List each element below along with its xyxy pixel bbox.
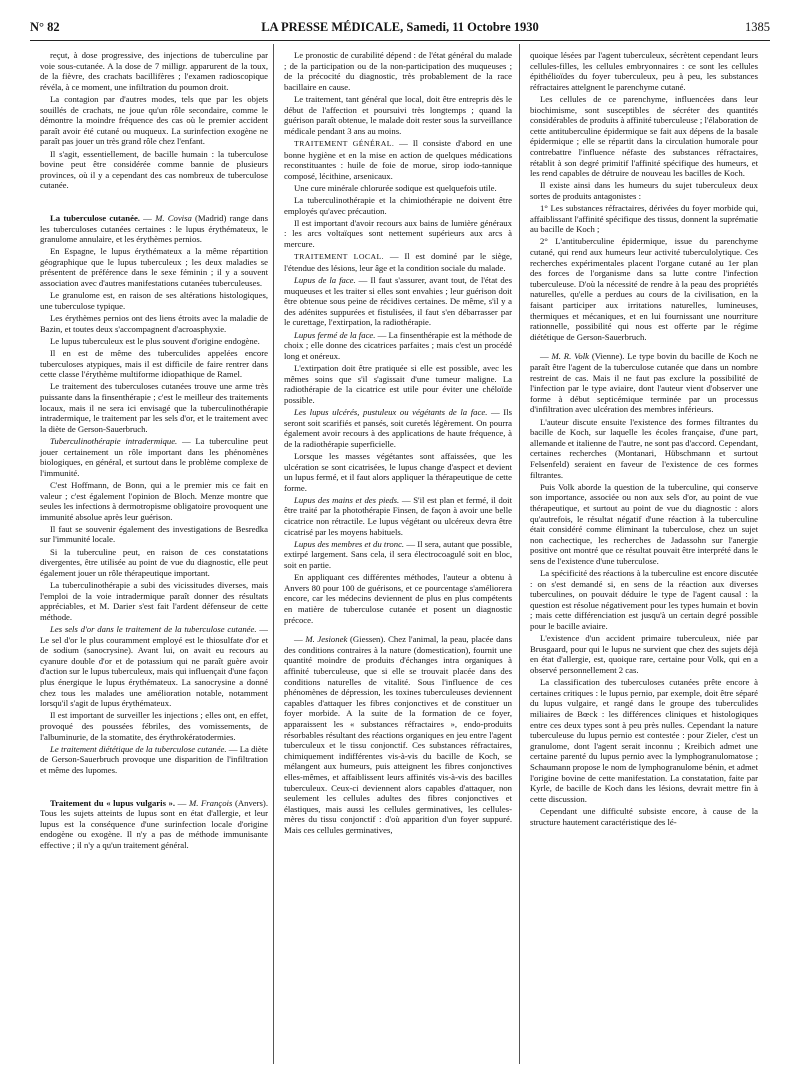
paragraph — [40, 290, 268, 311]
paragraph-text: (Madrid) range dans les tuberculoses cutanées certaines : le lupus érythémateux, le granulome annulaire, et les érythèmes pernios. — [40, 212, 269, 245]
paragraph-text: Il existe ainsi dans les humeurs du sujet tuberculeux deux sortes de produits antagonistes : — [530, 180, 758, 201]
paragraph — [40, 381, 268, 434]
paragraph-text: — La finsenthérapie est la méthode de choix ; elle donne des cicatrices parfaites ; mais c'est un procédé long et onéreux. — [284, 329, 512, 361]
paragraph-text: — Le sel d'or le plus couramment employé est le thiosulfate d'or et de sodium (sanocrysine). Avant lui, on avait eu recours au cyanure double d'or et de potassium qui ne paraît guère avoir d'action sur le lupus tuberculeux, mais qui influençait d'une façon plus énergique le lupus érythémateux. La sanocrysine a donné chez tous les malades une amélioration notable, notamment lorsqu'il s'agit de lupus érythémateux. — [40, 624, 268, 709]
paragraph-text: Les érythèmes pernios ont des liens étroits avec la maladie de Bazin, et toutes deux s'accompagnent d'acroasphyxie. — [40, 313, 268, 334]
paragraph-text: C'est Hoffmann, de Bonn, qui a le premier mis ce fait en valeur ; c'est également l'opinion de Bloch. Menze montre que seules les infections à dermotropisme obligatoire provoquent une immunité absolue après leur guérison. — [40, 479, 268, 522]
paragraph: Traitement du « lupus vulgaris ». — M. François (Anvers). Tous les sujets atteints de lupus sont en état d'allergie, et leur lupus est la conséquence d'une surinfection locale d'origine endogène ou exogène. Il n'y a pas de méthode immunisante effective ; il n'y a qu'un traitement général. — [40, 797, 268, 850]
paragraph — [530, 94, 758, 179]
paragraph-text: 2° L'antituberculine épidermique, issue du parenchyme cutané, qui rend aux humeurs leur activité tuberculolytique. Ces recherches expérimentales placent l'organe cutané au 1er plan des forces de l'organisme dans sa lutte contre l'infection tuberculeuse. D'où la nécessité de rendre à la peau des propriétés naturelles, qu'elle a perdues au cours de la civilisation, en la faisant participer aux irritations naturelles, lumineuses, thermiques et mécaniques, et en lui fournissant une nourriture rationnelle, possibilité qui nous est offerte par le régime diététique de Gerson-Sauerbruch. — [530, 236, 758, 342]
paragraph — [40, 744, 268, 776]
column-divider — [273, 44, 274, 1064]
text-column-2 — [284, 50, 512, 837]
paragraph — [530, 806, 758, 827]
subsection-heading: Lupus de la face. — [294, 275, 356, 286]
paragraph — [284, 218, 512, 250]
paragraph: La tuberculose cutanée. — M. Covisa (Madrid) range dans les tuberculoses cutanées certaines : le lupus érythémateux, le granulome annulaire, et les érythèmes pernios. — [40, 212, 269, 245]
paragraph — [284, 451, 512, 493]
paragraph — [284, 330, 512, 362]
paragraph — [40, 149, 268, 191]
paragraph-text: Puis Volk aborde la question de la tuberculine, qui conserve son importance, associée ou non aux sels d'or, au point de vue thérapeutique, et surtout au point de vue du diagnostic : alors qu'autrefois, le résultat négatif d'une réaction à la tuberculine était considéré comme éliminant la tuberculose, chez un sujet non cachectique, les recherches de Jadassohn sur l'anergie positive ont montré que ce résultat pouvait être interprété dans le sens de l'existence d'une tuberculose. — [530, 481, 758, 566]
paragraph-text: Le pronostic de curabilité dépend : de l'état général du malade ; de la participation ou de la non-participation des muqueuses ; de la précocité du diagnostic, très probablement de la race bacillaire en cause. — [284, 50, 512, 92]
paragraph — [284, 251, 512, 273]
paragraph — [284, 138, 512, 181]
author-name: M. François — [188, 797, 233, 808]
paragraph-text: 1° Les substances réfractaires, dérivées du foyer morbide qui, affaiblissant l'affinité spécifique des tissus, donnent la suprématie au bacille de Koch ; — [530, 203, 758, 235]
paragraph-text: — Il sera, autant que possible, extirpé largement. Sans cela, il sera électrocoagulé soit en bloc, soit en partie. — [284, 538, 512, 571]
text-column-3 — [530, 50, 758, 829]
paragraph-text: — S'il est plan et fermé, il doit être traité par la photothérapie Finsen, de façon à avoir une belle cicatrice non rétractile. Le lupus végétant ou ulcéreux devra être cicatrisé par les moyens habituels. — [284, 494, 512, 537]
paragraph — [40, 580, 268, 622]
page-number: 1385 — [745, 20, 770, 34]
paragraph — [284, 407, 512, 449]
paragraph-text: L'existence d'un accident primaire tuberculeux, niée par Brusgaard, pour qui le lupus ne survient que chez des sujets déjà en état d'allergie, est, quoique rare, certaine pour Volk, qui en a observé personnellement 2 cas. — [530, 633, 758, 675]
paragraph-text: La spécificité des réactions à la tuberculine est encore discutée : on s'est demandé si, en sens de la réaction aux diverses tuberculines, on pouvait déduire le type de l'agent causal : la question est résolue négativement pour les types humain et bovin ; mais cette différenciation est jusqu'à un certain degré possible pour le bacille aviaire. — [530, 568, 758, 632]
subsection-heading: Les sels d'or dans le traitement de la tuberculose cutanée. — [50, 624, 257, 634]
paragraph-text: La tuberculinothérapie a subi des vicissitudes diverses, mais l'emploi de la voie intradermique paraît donner des résultats appréciables, et M. Darier s'est fait l'ardent défenseur de cette méthode. — [40, 580, 268, 622]
paragraph-text: (Giessen). Chez l'animal, la peau, placée dans des conditions contraires à la nature (domestication), fournit une quantité moindre de produits d'échanges intra organiques à affinité tuberculeuse, que si elle se trouvait placée dans des conditions naturelles de vitalité. Sous l'influence de ces phénomènes de dépression, les toxines tuberculeuses deviennent capables d'attaquer les fibres conjonctives et de constituer un foyer morbide. A la suite de la formation de ce foyer, apparaissent les « substances réfractaires », endo-produits résorbables résultant des réactions organiques en jeu entre l'agent tuberculeux et le tissu conjonctif. Ces substances réfractaires, chimiquement indifférentes vis-à-vis du bacille de Koch, se mélangent aux humeurs, puis atteignent les fibres conjonctives elles-mêmes, et affaiblissent leurs affinités vis-à-vis des bacilles tuberculeux. Ceux-ci deviennent alors capables d'attaquer, non seulement les cellules adultes des fibres conjonctives et élastiques, mais aussi les cellules germinatives, les cellules-mères du tissu conjonctif : d'où apparition d'un foyer suppuré. Mais ces cellules germinatives, — [284, 634, 512, 835]
paragraph — [284, 50, 512, 92]
subsection-heading: Tuberculinothérapie intradermique. — [50, 435, 178, 446]
paragraph — [530, 677, 758, 804]
paragraph — [284, 572, 512, 625]
paragraph — [284, 195, 512, 216]
paragraph — [530, 50, 758, 92]
paragraph-text: — Il est dominé par le siège, l'étendue des lésions, leur âge et la condition sociale du malade. — [284, 251, 512, 273]
column-divider — [519, 44, 520, 1064]
paragraph-text: En Espagne, le lupus érythémateux a la même répartition géographique que le lupus tuberculeux ; les deux maladies se présentent de préférence dans le sexe féminin ; il y a souvent association avec d'autres manifestations cutanées tuberculeuses. — [40, 246, 268, 289]
paragraph-text: Si la tuberculine peut, en raison de ces constatations divergentes, être utilisée au point de vue du diagnostic, elle peut également jouer un rôle thérapeutique important. — [40, 546, 268, 578]
paragraph — [530, 180, 758, 201]
subsection-heading: Lupus fermé de la face. — [294, 329, 376, 340]
running-header — [30, 18, 770, 38]
subsection-heading: Lupus des mains et des pieds. — [294, 494, 400, 505]
issue-number: N° 82 — [30, 20, 60, 34]
paragraph-text: Il est important d'avoir recours aux bains de lumière généraux : les arcs voltaïques sont nettement supérieurs aux arcs à mercure. — [284, 217, 512, 250]
paragraph — [284, 539, 512, 571]
paragraph — [40, 313, 268, 334]
subsection-heading: Le traitement diététique de la tuberculose cutanée. — [50, 743, 227, 754]
paragraph-text: La classification des tuberculoses cutanées prête encore à certaines critiques : le lupus pernio, par exemple, doit être séparé du lupus vulgaire, et rangé dans le groupe des tuberculides miliaires de Bœck : les différences cliniques et histologiques entre ces deux types sont à peu près nulles. Cependant la nature tuberculeuse du lupus pernio est contestée : pour Zieler, c'est un granulome, dont l'agent serait inconnu ; Kreibich admet une certaine parenté du lupus pernio avec la lymphogranulomatose ; Schaumann propose le nom de lymphogranulome bénin, et admet l'origine bovine de cette manifestation. La constatation, faite par Kyrle, de bacille de Koch dans les lésions, devrait mettre fin à cette discussion. — [530, 677, 758, 804]
paragraph-text: Les cellules de ce parenchyme, influencées dans leur biochimisme, sont susceptibles de sécréter des quantités considérables de produits à affinité tuberculeuse ; l'élaboration de cette antituberculine épidermique se fait aux dépens de la basale épidermique ; elle se répartit dans la circulation humorale pour contrebattre l'influence néfaste des substances réfractaires, rétablit à son degré primitif l'affinité spécifique des humeurs, et les rend capables de détruire de nouveau les bacilles de Koch. — [530, 93, 758, 179]
paragraph — [284, 275, 512, 328]
paragraph-text: (Anvers). Tous les sujets atteints de lupus sont en état d'allergie, et leur lupus est la conséquence d'une surinfection locale d'origine endogène ou exogène. Il n'y a pas de méthode immunisante effective ; il n'y a qu'un traitement général. — [40, 797, 268, 850]
paragraph-text: Cependant une difficulté subsiste encore, à cause de la structure hautement caractéristique des lé- — [530, 805, 758, 827]
paragraph-text: — La diète de Gerson-Sauerbruch provoque une disparition de l'infiltration et même des lupomes. — [40, 743, 268, 775]
paragraph-text: Le traitement, tant général que local, doit être entrepris dès le début de l'affection et poursuivi très longtemps ; quand la guérison paraît obtenue, le malade doit rester sous la surveillance médicale pendant 3 ans au moins. — [284, 93, 512, 136]
paragraph-text: Il est important de surveiller les injections ; elles ont, en effet, provoqué des poussées fébriles, des vomissements, de l'albuminurie, de la stomatite, des érythrokératodermies. — [40, 710, 268, 742]
paragraph-text: reçut, à dose progressive, des injections de tuberculine par voie sous-cutanée. A la dose de 7 milligr. apparurent de la toux, de la fièvre, des crachats bacillifères ; l'examen radioscopique révéla, à ce moment, une infiltration du poumon droit. — [40, 50, 268, 92]
paragraph-text: — Il consiste d'abord en une bonne hygiène et en la mise en action de quelques médications reconstituantes : huile de foie de morue, sirop iodo-tannique composé, lécithine, arsenicaux. — [284, 137, 512, 181]
paragraph — [40, 436, 268, 478]
paragraph — [530, 568, 758, 632]
paragraph-text: L'extirpation doit être pratiquée si elle est possible, avec les mêmes soins que s'il s'agissait d'une tumeur maligne. La radiothérapie de la cicatrice est utile pour éviter une chéloïde possible. — [284, 362, 512, 405]
paragraph — [284, 94, 512, 136]
subsection-heading: Lupus des membres et du tronc. — [294, 538, 405, 549]
paragraph-text: quoique lésées par l'agent tuberculeux, sécrètent cependant leurs cellules-filles, les cellules embryonnaires : ce sont les cellules épithélioïdes du foyer tuberculeux, peu à peu, les substances réfractaires attelgnent le parenchyme cutané. — [530, 50, 758, 92]
journal-title: LA PRESSE MÉDICALE, Samedi, 11 Octobre 1930 — [261, 20, 539, 34]
paragraph — [530, 236, 758, 342]
paragraph — [284, 363, 512, 405]
paragraph — [40, 336, 268, 347]
paragraph: — M. R. Volk (Vienne). Le type bovin du bacille de Koch ne paraît être l'agent de la tuberculose cutanée que dans un nombre restreint de cas. Mais il ne faut pas exclure la possibilité de l'infection par le type aviaire, dont l'auteur vient d'observer une forme à début septicémique terminée par un processus d'infiltration avec ulcération des membres inférieurs. — [530, 351, 759, 415]
paragraph — [530, 417, 758, 481]
paragraph — [284, 183, 512, 194]
paragraph-text: Le traitement des tuberculoses cutanées trouve une arme très puissante dans la finsenthérapie ; c'est le meilleur des traitements locaux, mais il ne sera ici envisagé que la tuberculinothérapie intradermique, le traitement par les sels d'or, et le traitement avec la diète de Gerson-Sauerbruch. — [40, 381, 268, 434]
paragraph-text: En appliquant ces différentes méthodes, l'auteur a obtenu à Anvers 80 pour 100 de guérisons, et ce pourcentage s'améliorera encore, car les médecins deviennent de plus en plus compétents en matière de tuberculose cutanée et posent un diagnostic précoce. — [284, 572, 512, 625]
author-name: M. R. Volk — [551, 351, 590, 362]
section-heading: Traitement du « lupus vulgaris ». — [50, 797, 176, 808]
text-column-1 — [40, 50, 268, 852]
paragraph-text: Le granulome est, en raison de ses altérations histologiques, une tuberculose typique. — [40, 290, 268, 311]
paragraph-text: Lorsque les masses végétantes sont affaissées, que les ulcération se sont cicatrisées, le lupus change d'aspect et devient un lupus fermé, et il faut alors appliquer la thérapeutique de cette forme. — [284, 450, 512, 493]
paragraph-text: — Ils seront soit scarifiés et pansés, soit curetés légèrement. On pourra également avoir recours à des applications de haute fréquence, à de la radiothérapie superficielle. — [284, 406, 512, 449]
paragraph — [40, 94, 268, 147]
paragraph-text: Il s'agit, essentiellement, de bacille humain : la tuberculose bovine peut être considérée comme bannie de plusieurs provinces, où il y a cependant des cas nombreux de tuberculose cutanée. — [40, 148, 268, 191]
paragraph — [40, 246, 268, 288]
paragraph-text: L'auteur discute ensuite l'existence des formes filtrantes du bacille de Koch, sur laquelle les écoles française, d'une part, allemande et italienne de l'autre, ne sont pas d'accord. Cependant, certaines recherches (Montanari, Hübschmann et surtout Felsenfeld) seraient en faveur de l'existence de ces formes filtrantes. — [530, 416, 758, 480]
paragraph — [40, 348, 268, 380]
paragraph: — M. Jesionek (Giessen). Chez l'animal, la peau, placée dans des conditions contraires à la nature (domestication), fournit une quantité moindre de produits d'échanges intra organiques à affinité tuberculeuse, que si elle se trouvait placée dans des conditions naturelles de vitalité. Sous l'influence de ces phénomènes de dépression, les toxines tuberculeuses deviennent capables d'attaquer les fibres conjonctives et de constituer un foyer morbide. A la suite de la formation de ce foyer, apparaissent les « substances réfractaires », endo-produits résorbables résultant des réactions organiques en jeu entre l'agent tuberculeux et le tissu conjonctif. Ces substances réfractaires, chimiquement indifférentes vis-à-vis du bacille de Koch, se mélangent aux humeurs, puis atteignent les fibres conjonctives elles-mêmes, et affaiblissent leurs affinités vis-à-vis des bacilles tuberculeux. Ceux-ci deviennent alors capables d'attaquer, non seulement les cellules adultes des fibres conjonctives et élastiques, mais aussi les cellules germinatives, les cellules-mères du tissu conjonctif : d'où apparition d'un foyer suppuré. Mais ces cellules germinatives, — [284, 634, 512, 835]
paragraph-text: La tuberculinothérapie et la chimiothérapie ne doivent être employés qu'avec précaution. — [284, 195, 512, 216]
paragraph — [40, 50, 268, 92]
paragraph — [530, 203, 758, 235]
paragraph-text: Une cure minérale chlorurée sodique est quelquefois utile. — [294, 182, 497, 193]
paragraph-text: Le lupus tuberculeux est le plus souvent d'origine endogène. — [50, 335, 260, 346]
paragraph-text: — Il faut s'assurer, avant tout, de l'état des muqueuses et les traiter si elles sont envahies ; leur guérison doit être obtenue sous peine de récidives certaines. De même, s'il y a des adénites suppurées et fistulisées, il faut s'en débarrasser par le curettage, l'extirpation, la radiothérapie. — [284, 275, 513, 328]
author-name: M. Jesionek — [305, 634, 348, 645]
paragraph-text: Il en est de même des tuberculides appelées encore tuberculoses atypiques, mais il est difficile de faire rentrer dans cette classe l'érythème multiforme idiopathique de Ramel. — [40, 348, 268, 380]
paragraph-text: La contagion par d'autres modes, tels que par les objets souillés de crachats, ne joue qu'un rôle secondaire, comme le démontre la moindre fréquence des cas où le premier accident paraît avoir été cutané ou muqueux. La surinfection exogène ne paraît pas jouer un très grand rôle chez l'enfant. — [40, 93, 268, 147]
paragraph-text: (Vienne). Le type bovin du bacille de Koch ne paraît être l'agent de la tuberculose cutanée que dans un nombre restreint de cas. Mais il ne faut pas exclure la possibilité de l'infection par le type aviaire, dont l'auteur vient d'observer une forme à début septicémique terminée par un processus d'infiltration avec ulcération des membres inférieurs. — [530, 351, 759, 415]
subsection-heading: TRAITEMENT GÉNÉRAL. — [294, 138, 395, 148]
paragraph — [40, 624, 268, 709]
paragraph — [530, 482, 758, 567]
paragraph — [40, 524, 268, 545]
paragraph — [284, 495, 512, 537]
paragraph — [530, 633, 758, 675]
paragraph — [40, 710, 268, 742]
paragraph-text: — La tuberculine peut jouer certainement un rôle important dans les phénomènes biologiques, en général, et surtout dans le problème complexe de l'immunité. — [40, 435, 269, 478]
author-name: M. Covisa — [155, 212, 192, 223]
paragraph — [40, 480, 268, 522]
paragraph-text: Il faut se souvenir également des investigations de Besredka sur l'immunité locale. — [40, 523, 268, 545]
subsection-heading: TRAITEMENT LOCAL. — [294, 252, 385, 262]
header-rule — [30, 40, 770, 41]
subsection-heading: Les lupus ulcérés, pustuleux ou végétants de la face. — [294, 406, 488, 417]
section-heading: La tuberculose cutanée. — [50, 212, 140, 223]
paragraph — [40, 547, 268, 579]
